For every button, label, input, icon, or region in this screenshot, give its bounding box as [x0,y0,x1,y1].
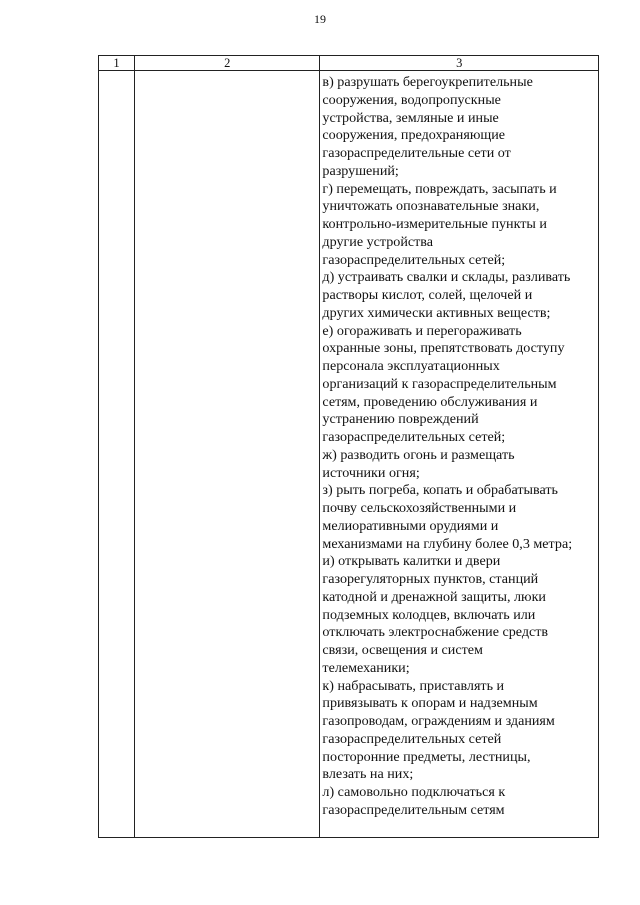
document-table [98,55,599,838]
text-line: газораспределительных сетей [322,730,502,747]
text-line: сетям, проведению обслуживания и [322,393,538,410]
text-line: растворы кислот, солей, щелочей и [322,287,533,303]
text-line: связи, освещения и систем [322,642,483,658]
column-header-3: 3 [320,56,599,71]
text-line: охранные зоны, препятствовать доступу [322,340,565,357]
text-line: в) разрушать берегоукрепительные [322,74,533,90]
prohibitions-list [320,71,598,820]
text-line: контрольно-измерительные пункты и [322,216,547,232]
text-line: другие устройства [322,233,434,250]
text-line: телемеханики; [322,659,410,676]
text-line: к) набрасывать, приставлять и [322,677,505,694]
text-line: персонала эксплуатационных [322,358,500,374]
column-header-2: 2 [135,56,320,71]
text-line: уничтожать опознавательные знаки, [322,198,540,215]
table-header-row [99,56,599,71]
text-line: организаций к газораспределительным [322,375,557,392]
text-line: сооружения, водопропускные [322,91,501,108]
text-line: подземных колодцев, включать или [322,606,536,623]
text-line: мелиоративными орудиями и [322,517,499,534]
column-header-1: 1 [99,56,135,71]
text-line: газораспределительные сети от [322,145,511,161]
text-line: катодной и дренажной защиты, люки [322,588,546,605]
text-line: и) открывать калитки и двери [322,553,501,570]
cell-col-1 [99,71,135,838]
text-line: разрушений; [322,162,399,179]
cell-col-2 [135,71,320,838]
cell-col-3 [320,71,599,838]
text-line: газораспределительных сетей; [322,429,506,445]
text-line: газораспределительных сетей; [322,251,506,268]
text-line: устройства, земляные и иные [322,109,499,126]
text-line: з) рыть погреба, копать и обрабатывать [322,482,558,499]
text-line: газорегуляторных пунктов, станций [322,571,539,587]
text-line: привязывать к опорам и надземным [322,695,538,712]
table-row [99,71,599,838]
text-line: почву сельскохозяйственными и [322,500,517,516]
text-line: е) огораживать и перегораживать [322,322,522,339]
text-line: посторонние предметы, лестницы, [322,748,531,765]
text-line: влезать на них; [322,766,414,783]
text-line: ж) разводить огонь и размещать [322,446,515,463]
text-line: г) перемещать, повреждать, засыпать и [322,180,557,197]
text-line: сооружения, предохраняющие [322,127,505,144]
page-number: 19 [314,12,326,26]
text-line: д) устраивать свалки и склады, разливать [322,269,571,286]
text-line: газопроводам, ограждениям и зданиям [322,713,555,729]
text-line: газораспределительным сетям [322,801,505,818]
text-line: других химически активных веществ; [322,304,551,321]
text-line: л) самовольно подключаться к [322,784,506,800]
text-line: устранению повреждений [322,411,479,428]
text-line: отключать электроснабжение средств [322,624,549,641]
text-line: механизмами на глубину более 0,3 метра; [322,535,573,552]
text-line: источники огня; [322,464,420,481]
